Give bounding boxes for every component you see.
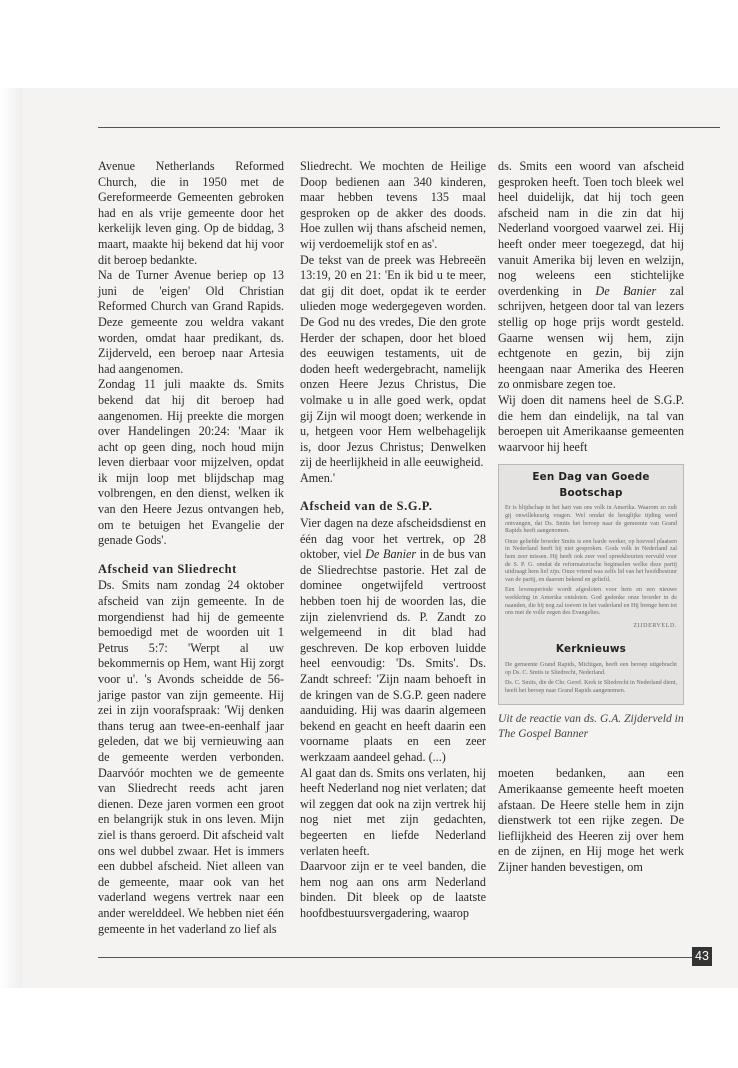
paragraph: Wij doen dit namens heel de S.G.P. die hem dan eindelijk, na tal van beroepen uit Amerikaanse gemeenten waarvoor hij heeft (498, 392, 684, 454)
paragraph: moeten bedanken, aan een Amerikaanse gemeente heeft moeten afstaan. De Heere stelle hem in zijn dienstwerk tot een rijke zegen. De lieflijkheid des Heeren zij over hem en de zijnen, en Hij moge het werk Zijner handen bevestigen, om (498, 766, 684, 874)
clipping-text: De gemeente Grand Rapids, Michigan, heeft een beroep uitgebracht op Ds. C. Smits te Sliedrecht, Nederland. (505, 661, 677, 676)
clipping-text: Er is blijdschap in het hart van ons volk in Amerika. Waarom zo zult gij onwillekeurig vragen. Wel omdat de heuglijke tijding werd ontvangen, dat Ds. Smits het beroep naar de gemeente van Grand Rapids heeft aangenomen. (505, 505, 677, 535)
paragraph: Ds. Smits nam zondag 24 oktober afscheid van zijn gemeente. In de morgendienst had hij de gemeente bemoedigd met de woorden uit 1 Petrus 5:7: 'Werpt al uw bekommernis op Hem, want Hij zorgt voor u'. 's Avonds scheidde de 56-jarige pastor van zijn gemeente. Hij zei in zijn voorafspraak: 'Wij denken thans terug aan twee-en-eenhalf jaar geleden, dat we bij vernieuwing aan de gemeente werden verbonden. Daarvóór mochten we de gemeente van Sliedrecht reeds acht jaren dienen. Deze jaren vormen een groot en belangrijk stuk in ons leven. Mijn ziel is thans geroerd. Dit afscheid valt ons wel dubbel zwaar. Het is immers een dubbel afscheid. Niet alleen van de gemeente, maar ook van het vaderland wegens vertrek naar een ander werelddeel. We hebben niet één gemeente in het vaderland zo lief als (98, 578, 284, 936)
section-heading: Afscheid van Sliedrecht (98, 561, 237, 576)
page-number: 43 (692, 947, 712, 966)
text-run: Vier dagen na deze afscheidsdienst en één dag voor het vertrek, op 28 oktober, viel (300, 516, 486, 562)
paragraph: Daarvoor zijn er te veel banden, die hem nog aan ons arm Nederland binden. Dit bleek op de laatste hoofdbestuursvergadering, waarop (300, 859, 486, 920)
text-run: in de bus van de Sliedrechtse pastorie. Het zal de dominee ongetwijfeld vertroost hebben toen hij de woorden las, die zijn zielenvriend ds. P. Zandt zo welgemeend in dit blad had geschreven. De kop erboven luidde heel eenvoudig: 'Ds. Smits'. Ds. Zandt schreef: 'Zijn naam behoeft in de kringen van de S.G.P. geen nadere aanduiding. Hij was daarin algemeen bekend en geacht en heeft daarin een voorname plaats en een zeer werkzaam aandeel gehad. (...) (300, 547, 486, 764)
page-edge (0, 88, 22, 988)
section-heading: Afscheid van de S.G.P. (300, 499, 433, 514)
text-run: zal schrijven, hetgeen door tal van lezers stellig op hoge prijs wordt gesteld. Gaarne wensen wij hem, zijn echtgenote en gezin, bij zijn heengaan naar Amerika des Heeren zo onmisbare zegen toe. (498, 283, 684, 392)
paragraph: De tekst van de preek was Hebreeën 13:19, 20 en 21: 'En ik bid u te meer, dat gij dit doet, opdat ik te eerder ulieden moge wedergegeven worden. De God nu des vredes, Die den grote Herder der schapen, door het bloed des eeuwigen testaments, uit de doden heeft wedergebracht, namelijk onzen Heere Jezus Christus, Die volmake u in alle goed werk, opdat gij Zijn wil moogt doen; werkende in u, hetgeen voor Hem welbehagelijk is, door Jezus Christus; Denwelken zij de heerlijkheid in alle eeuwigheid. (300, 252, 486, 470)
newspaper-clipping (498, 464, 684, 705)
publication-title: De Banier (365, 547, 417, 562)
paragraph: Sliedrecht. We mochten de Heilige Doop bedienen aan 340 kinderen, maar hebben tevens 135 maal gesproken op de akker des doods. Hoe zullen wij thans afscheid nemen, wij verdoemelijk stof en as'. (300, 159, 486, 251)
paragraph: Al gaat dan ds. Smits ons verlaten, hij heeft Nederland nog niet verlaten; dat wil zeggen dat ook na zijn vertrek hij nog niet met zijn gedachten, begeerten en liefde Nederland verlaten heeft. (300, 765, 486, 858)
clipping-text: Ds. C. Smits, die de Chr. Geref. Kerk te Sliedrecht in Nederland dient, heeft het beroep naar Grand Rapids aangenomen. (505, 680, 677, 694)
text-run: ds. Smits een woord van afscheid gesproken heeft. Toen toch bleek wel heel duidelijk, dat hij toch geen afscheid nam in die zin dat hij Nederland voorgoed vaarwel zei. Hij heeft onder meer toegezegd, dat hij vanuit Amerika bij leven en welzijn, nog weleens een stichtelijke overdenking in (498, 159, 684, 298)
clipping-text: Een levensperiode wordt afgesloten voor hem en een nieuwe werkkring in Amerika ontsloten. God gedenke onze broeder in de naanden, die hij nog zal toeven in het vaderland en Hij brenge hem tot ons met de volle zegen des Evangelies. (505, 587, 677, 617)
clipping-text: Onze geliefde broeder Smits is een harde werker, op hoeveel plaatsen in Nederland heeft hij niet gesproken. Gods volk in Nederland zal hem zeer missen. Hij heeft ook zeer veel spreekbeurten vervuld voor de S. P. G. omdat de reformatorische beginselen welke deze partij uitdraagt hem lief zijn. Onze vriend was zelfs lid van het hoofdbestuur van de partij, en daarom bekend en geliefd. (505, 538, 677, 583)
paragraph: Na de Turner Avenue beriep op 13 juni de 'eigen' Old Christian Reformed Church van Grand Rapids. Deze gemeente zou weldra vakant worden, omdat haar predikant, ds. Zijderveld, een beroep naar Artesia had aangenomen. (98, 268, 284, 376)
paragraph: Avenue Netherlands Reformed Church, die in 1950 met de Gereformeerde Gemeenten gebroken had en als vrije gemeente door het kerkelijk leven ging. Op de biddag, 3 maart, maakte hij bekend dat hij voor dit beroep bedankte. (98, 159, 284, 267)
paragraph: Amen.' (300, 470, 336, 485)
text-column-1 (98, 159, 284, 937)
paragraph (498, 159, 684, 393)
paragraph (300, 516, 486, 766)
paragraph: Zondag 11 juli maakte ds. Smits bekend dat hij dit beroep had aangenomen. Hij preekte die morgen over Handelingen 20:24: 'Maar ik acht op geen ding, noch houd mijn leven dierbaar voor mijzelven, opdat ik mijn loop met blijdschap mag volbrengen, en den dienst, welken ik van den Heere Jezus ontvangen heb, om te betuigen het Evangelie der genade Gods'. (98, 377, 284, 548)
publication-title: De Banier (595, 283, 657, 298)
clipping-title: Een Dag van Goede Bootschap (532, 471, 650, 499)
footer-rule (98, 957, 692, 958)
text-column-2 (300, 159, 486, 922)
text-column-3 (498, 159, 684, 876)
header-rule (98, 127, 720, 128)
clipping-title: Kerknieuws (555, 643, 627, 656)
clipping-signature: ZIJDERVELD. (633, 622, 677, 629)
image-caption: Uit de reactie van ds. G.A. Zijderveld in The Gospel Banner (498, 712, 684, 741)
